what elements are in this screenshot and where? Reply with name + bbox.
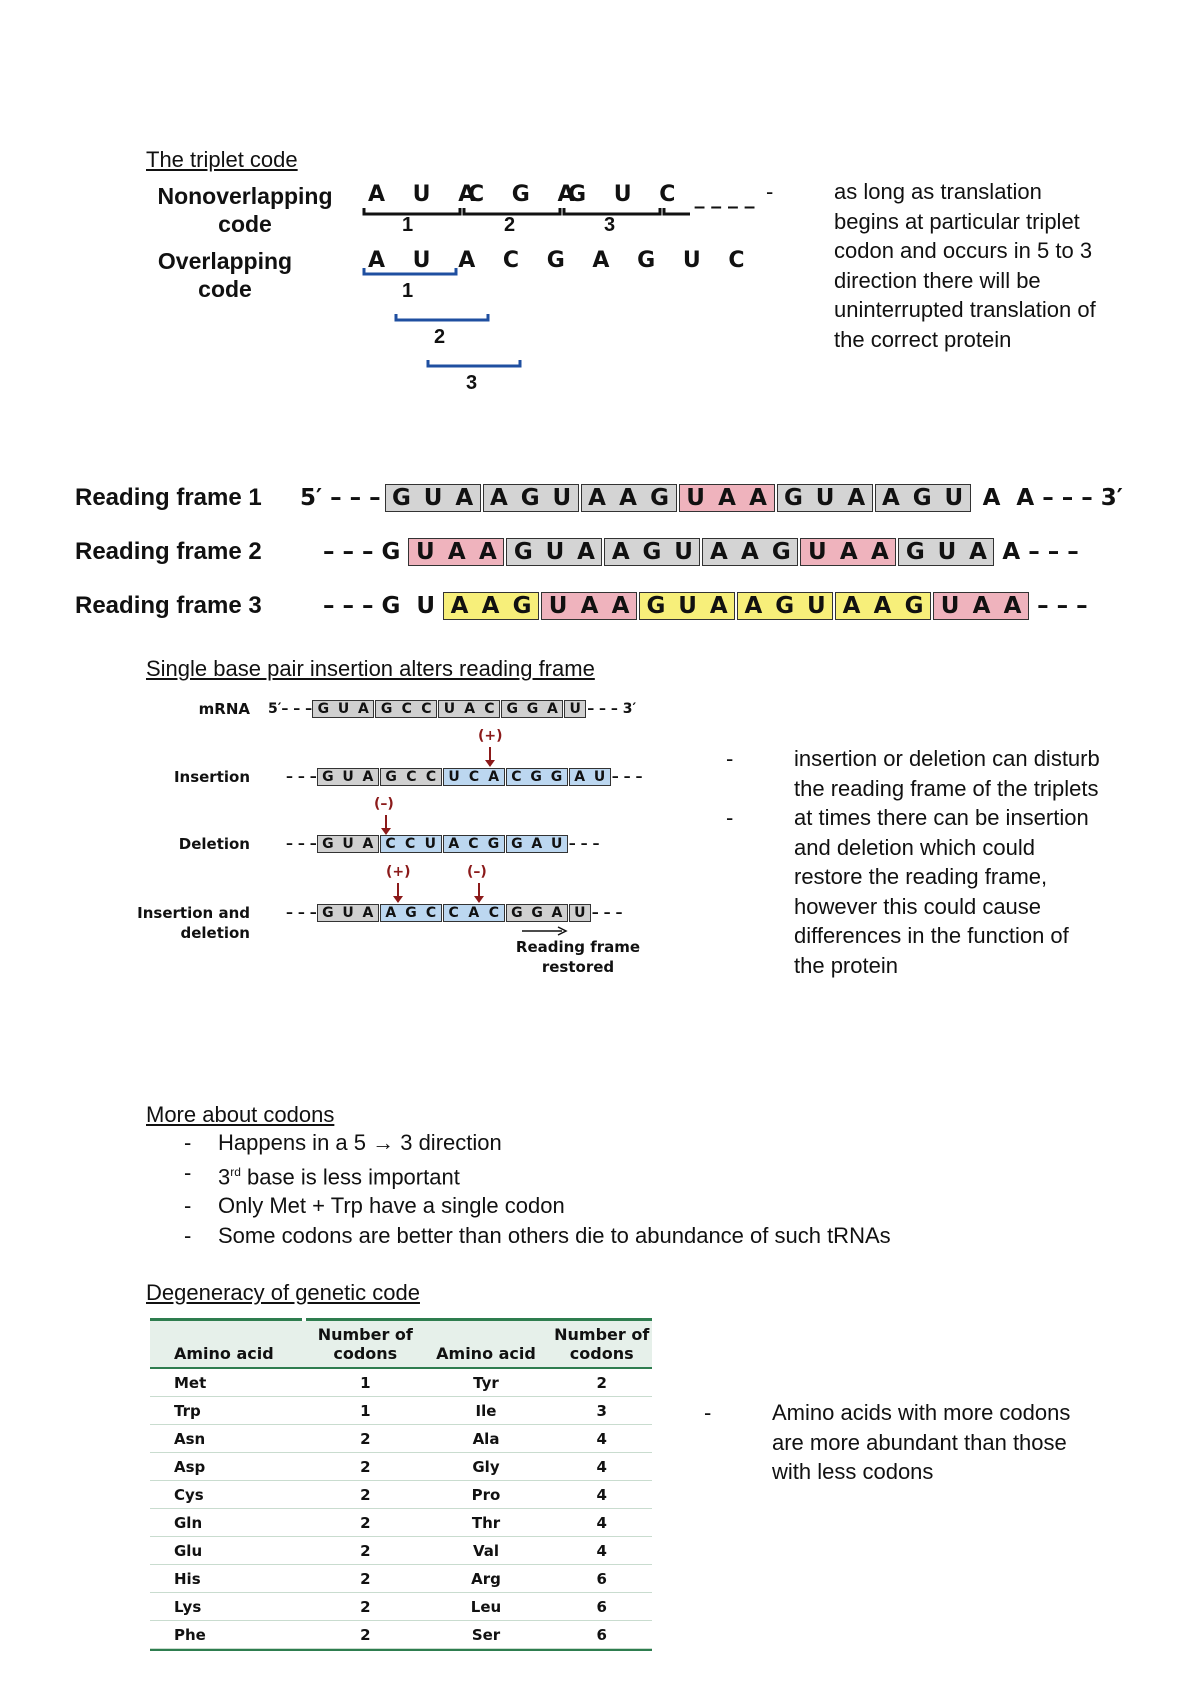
- mrna-suffix: – – – 3′: [587, 701, 637, 717]
- codon-fact-2-ordinal: 3: [218, 1163, 231, 1189]
- table-row: [150, 1481, 652, 1509]
- codon-count-cell: 4: [596, 1541, 607, 1560]
- rf2-suffix: A – – –: [1002, 539, 1079, 565]
- mrna-codon: U A C: [438, 700, 500, 718]
- base: A: [870, 539, 889, 565]
- amino-acid-cell: Met: [174, 1373, 207, 1392]
- base: G: [512, 593, 532, 619]
- base: A: [873, 593, 892, 619]
- table-row: [150, 1537, 652, 1565]
- base: U: [548, 593, 568, 619]
- amino-acid-cell: Pro: [471, 1485, 501, 1504]
- deletion-minus-marker: (–): [374, 796, 394, 812]
- base: A: [744, 593, 763, 619]
- codon-count-cell: 6: [596, 1625, 607, 1644]
- insertion-row: [286, 767, 643, 787]
- insertion-suffix: – – –: [611, 769, 643, 785]
- rf2-codon-1: [408, 538, 504, 566]
- amino-acid-cell: Glu: [174, 1541, 203, 1560]
- deletion-prefix: – – –: [286, 836, 317, 852]
- table-row: [150, 1453, 652, 1481]
- triplet-note-text: as long as translation begins at particular triplet codon and occurs in 5 to 3 direction there will be uninterrupted translation of the correct protein: [834, 179, 1096, 352]
- triplet-note: - as long as translation begins at particular triplet codon and occurs in 5 to 3 direction there will be uninterrupted translation of the correct protein: [766, 179, 1096, 352]
- rf1-codon-3: [581, 484, 677, 512]
- base: G: [520, 485, 540, 511]
- base: U: [937, 539, 957, 565]
- ins-del-label: Insertion and deletion: [137, 904, 250, 942]
- base: U: [416, 539, 435, 565]
- degeneracy-table: [150, 1321, 652, 1649]
- insertion-prefix: – – –: [286, 769, 317, 785]
- rf1-codon-5: [777, 484, 873, 512]
- amino-acid-cell: Trp: [174, 1401, 201, 1420]
- insdel-codon: C A C: [443, 904, 505, 922]
- deletion-codon: G U A: [317, 835, 379, 853]
- insdel-minus-marker: (–): [467, 864, 487, 880]
- nonoverlap-number-1: 1: [402, 214, 414, 236]
- col-number-codons-2: Number of codons: [551, 1321, 652, 1368]
- nonoverlap-codon-1: A U A: [368, 182, 486, 207]
- amino-acid-cell: His: [174, 1569, 201, 1588]
- codon-count-cell: 1: [360, 1373, 371, 1392]
- mrna-prefix: 5′– – –: [268, 701, 313, 717]
- base: G: [650, 485, 669, 511]
- amino-acid-cell: Gly: [472, 1457, 500, 1476]
- table-row: [150, 1397, 652, 1425]
- mrna-label: mRNA: [198, 700, 250, 718]
- insertion-plus-marker: (+): [478, 728, 503, 744]
- overlap-number-2: 2: [434, 326, 446, 348]
- base: A: [481, 593, 500, 619]
- rf2-codon-5: [800, 538, 896, 566]
- insertion-codon: U C A: [443, 768, 505, 786]
- base: G: [905, 539, 925, 565]
- base: U: [423, 485, 443, 511]
- base: A: [882, 485, 900, 511]
- rf3-codon-2: [541, 592, 637, 620]
- codon-count-cell: 2: [360, 1457, 371, 1476]
- codon-fact-2-sup: rd: [230, 1164, 241, 1179]
- nonoverlapping-label: Nonoverlapping code: [157, 183, 333, 237]
- base: A: [709, 539, 728, 565]
- col-amino-acid-2: Amino acid: [421, 1321, 552, 1368]
- base: G: [513, 539, 533, 565]
- reading-frame-1-row: [300, 483, 1123, 513]
- table-row: [150, 1621, 652, 1649]
- base: A: [709, 593, 728, 619]
- amino-acid-cell: Arg: [471, 1569, 501, 1588]
- insertion-note-1: insertion or deletion can disturb the reading frame of the triplets: [794, 746, 1100, 801]
- insertion-label: Insertion: [173, 768, 250, 786]
- rf2-codon-3: [604, 538, 700, 566]
- base: U: [806, 593, 826, 619]
- base: A: [490, 485, 508, 511]
- codon-count-cell: 6: [596, 1569, 607, 1588]
- codon-count-cell: 1: [360, 1401, 371, 1420]
- rf2-prefix: – – – G: [323, 539, 401, 565]
- codon-count-cell: 3: [596, 1401, 607, 1420]
- base: G: [771, 539, 791, 565]
- bracket-4: [664, 208, 690, 214]
- rf2-codon-6: [898, 538, 994, 566]
- mrna-codon: G C C: [375, 700, 437, 718]
- amino-acid-cell: Ser: [471, 1625, 501, 1644]
- base: G: [646, 593, 666, 619]
- trailing-dashes: – – – –: [694, 196, 756, 218]
- degeneracy-table-wrap: [150, 1318, 652, 1651]
- col-amino-acid-1: Amino acid: [150, 1321, 310, 1368]
- base: A: [588, 485, 606, 511]
- base: U: [686, 485, 705, 511]
- base: U: [545, 539, 565, 565]
- insdel-row: [286, 903, 623, 923]
- overlap-number-3: 3: [466, 372, 478, 394]
- overlap-sequence: A U A C G A G U C: [368, 248, 755, 273]
- amino-acid-cell: Lys: [174, 1597, 202, 1616]
- more-codons-list: - Happens in a 5 → 3 direction - 3rd base is less important - Only Met + Trp have a single codon - Some codons are better than others die to abundance of such tRNAs: [184, 1130, 891, 1248]
- rf3-codon-5: [835, 592, 931, 620]
- rf1-suffix: A A – – – 3′: [982, 485, 1123, 511]
- table-row: [150, 1509, 652, 1537]
- insertion-note-2: at times there can be insertion and deletion which could restore the reading frame, however this could cause differences in the function of the protein: [794, 805, 1089, 978]
- codon-count-cell: 2: [360, 1541, 371, 1560]
- insdel-codon: G G A: [506, 904, 568, 922]
- insdel-codon: G U A: [317, 904, 379, 922]
- amino-acid-cell: Ile: [475, 1401, 497, 1420]
- rf3-codon-3: [639, 592, 735, 620]
- restored-arrow: [520, 926, 570, 936]
- mrna-codon: G G A: [501, 700, 563, 718]
- codon-count-cell: 2: [596, 1373, 607, 1392]
- amino-acid-cell: Asp: [174, 1457, 206, 1476]
- rf1-codon-6: [875, 484, 971, 512]
- base: A: [718, 485, 736, 511]
- insdel-plus-arrow: [397, 883, 399, 897]
- base: G: [642, 539, 662, 565]
- insdel-minus-arrow: [478, 883, 480, 897]
- deletion-codon: G A U: [506, 835, 568, 853]
- insertion-codon: G U A: [317, 768, 379, 786]
- overlap-number-1: 1: [402, 280, 414, 302]
- insdel-suffix: – – –: [591, 905, 623, 921]
- insdel-codon: A G C: [380, 904, 442, 922]
- rf1-codon-4: [679, 484, 775, 512]
- col-number-codons-1: Number of codons: [310, 1321, 421, 1368]
- overlapping-label: Overlapping code: [157, 248, 293, 302]
- rf3-codon-1: [443, 592, 539, 620]
- reading-frame-2-label: Reading frame 2: [75, 538, 262, 565]
- base: A: [839, 539, 858, 565]
- deletion-label: Deletion: [178, 835, 250, 853]
- base: A: [450, 593, 469, 619]
- amino-acid-cell: Leu: [470, 1597, 502, 1616]
- base: U: [940, 593, 960, 619]
- base: A: [577, 539, 595, 565]
- codon-count-cell: 2: [360, 1597, 371, 1616]
- insertion-notes: - insertion or deletion can disturb the reading frame of the triplets - at times there can be insertion and deletion which could restore the reading frame, however this could cause differences in the function of the protein: [726, 746, 1100, 978]
- deletion-arrow: [385, 815, 387, 829]
- overlap-bracket-1: [364, 268, 456, 274]
- nonoverlap-number-3: 3: [604, 214, 616, 236]
- mrna-codon: U: [564, 700, 586, 718]
- base: U: [678, 593, 697, 619]
- reading-frame-restored-label: Reading frame restored: [515, 938, 641, 976]
- codon-count-cell: 4: [596, 1457, 607, 1476]
- base: A: [611, 539, 630, 565]
- codon-fact-4: Some codons are better than others die to abundance of such tRNAs: [218, 1222, 891, 1248]
- table-bottom-rule: [150, 1649, 652, 1651]
- base: A: [969, 539, 987, 565]
- rf3-codon-6: [933, 592, 1029, 620]
- insertion-arrow: [489, 747, 491, 761]
- base: G: [912, 485, 932, 511]
- base: A: [740, 539, 759, 565]
- table-row: [150, 1425, 652, 1453]
- insdel-prefix: – – –: [286, 905, 317, 921]
- base: U: [552, 485, 572, 511]
- base: A: [580, 593, 599, 619]
- amino-acid-cell: Ala: [472, 1429, 500, 1448]
- codon-count-cell: 2: [360, 1485, 371, 1504]
- base: A: [447, 539, 466, 565]
- codon-count-cell: 4: [596, 1485, 607, 1504]
- insertion-codon: A U: [569, 768, 611, 786]
- amino-acid-cell: Asn: [174, 1429, 206, 1448]
- base: G: [784, 485, 803, 511]
- codon-count-cell: 2: [360, 1513, 371, 1532]
- overlap-bracket-3: [428, 360, 520, 366]
- table-row: [150, 1593, 652, 1621]
- base: A: [611, 593, 630, 619]
- rf1-codon-2: [483, 484, 579, 512]
- insdel-plus-marker: (+): [386, 864, 411, 880]
- insertion-codon: C G G: [506, 768, 568, 786]
- rf3-codon-4: [737, 592, 833, 620]
- degeneracy-note: - Amino acids with more codons are more abundant than those with less codons: [704, 1400, 1071, 1484]
- base: A: [455, 485, 474, 511]
- rf3-suffix: – – –: [1037, 593, 1088, 619]
- base: A: [1003, 593, 1022, 619]
- reading-frame-3-label: Reading frame 3: [75, 592, 262, 619]
- triplet-code-heading: The triplet code: [146, 147, 298, 172]
- codon-fact-3: Only Met + Trp have a single codon: [218, 1193, 565, 1219]
- amino-acid-cell: Tyr: [473, 1373, 499, 1392]
- reading-frame-3-row: [323, 591, 1088, 621]
- mrna-row: [268, 699, 636, 719]
- table-row: [150, 1565, 652, 1593]
- base: U: [815, 485, 835, 511]
- reading-frame-2-row: [323, 537, 1079, 567]
- insdel-codon: U: [569, 904, 591, 922]
- rf1-codon-1: [385, 484, 481, 512]
- amino-acid-cell: Thr: [471, 1513, 501, 1532]
- rf3-prefix: – – – G U: [323, 593, 436, 619]
- rf2-codon-4: [702, 538, 798, 566]
- nonoverlap-number-2: 2: [504, 214, 516, 236]
- insertion-heading: Single base pair insertion alters reading frame: [146, 656, 595, 681]
- degeneracy-heading: Degeneracy of genetic code: [146, 1280, 420, 1305]
- nonoverlap-codon-3: G U C: [568, 182, 686, 207]
- base: A: [619, 485, 637, 511]
- reading-frame-1-label: Reading frame 1: [75, 484, 262, 511]
- amino-acid-cell: Val: [472, 1541, 500, 1560]
- codon-count-cell: 4: [596, 1513, 607, 1532]
- codon-count-cell: 2: [360, 1569, 371, 1588]
- mrna-codon: G U A: [312, 700, 374, 718]
- base: A: [478, 539, 497, 565]
- overlapping-diagram: [360, 268, 540, 378]
- amino-acid-cell: Phe: [174, 1625, 206, 1644]
- more-codons-heading: More about codons: [146, 1102, 335, 1127]
- base: A: [847, 485, 866, 511]
- codon-fact-2: base is less important: [247, 1163, 460, 1189]
- base: U: [808, 539, 827, 565]
- deletion-codon: A C G: [443, 835, 505, 853]
- codon-count-cell: 4: [596, 1429, 607, 1448]
- table-row: [150, 1368, 652, 1397]
- amino-acid-cell: Cys: [174, 1485, 204, 1504]
- base: U: [674, 539, 693, 565]
- base: A: [972, 593, 991, 619]
- codon-count-cell: 2: [360, 1429, 371, 1448]
- base: G: [775, 593, 795, 619]
- table-top-rule: [150, 1318, 652, 1321]
- amino-acid-cell: Gln: [174, 1513, 203, 1532]
- deletion-codon: C C U: [380, 835, 442, 853]
- deletion-suffix: – – –: [568, 836, 600, 852]
- base: U: [944, 485, 964, 511]
- rf2-codon-2: [506, 538, 602, 566]
- insertion-codon: G C C: [380, 768, 442, 786]
- codon-count-cell: 2: [360, 1625, 371, 1644]
- base: A: [842, 593, 861, 619]
- deletion-row: [286, 834, 600, 854]
- codon-count-cell: 6: [596, 1597, 607, 1616]
- nonoverlap-codon-2: C G A: [468, 182, 585, 207]
- codon-fact-1: Happens in a 5 → 3 direction: [218, 1130, 502, 1155]
- rf1-prefix: 5′ – – –: [300, 485, 381, 511]
- overlap-bracket-2: [396, 314, 488, 320]
- base: A: [749, 485, 767, 511]
- base: G: [904, 593, 924, 619]
- base: G: [392, 485, 411, 511]
- degeneracy-note-text: Amino acids with more codons are more abundant than those with less codons: [772, 1400, 1071, 1484]
